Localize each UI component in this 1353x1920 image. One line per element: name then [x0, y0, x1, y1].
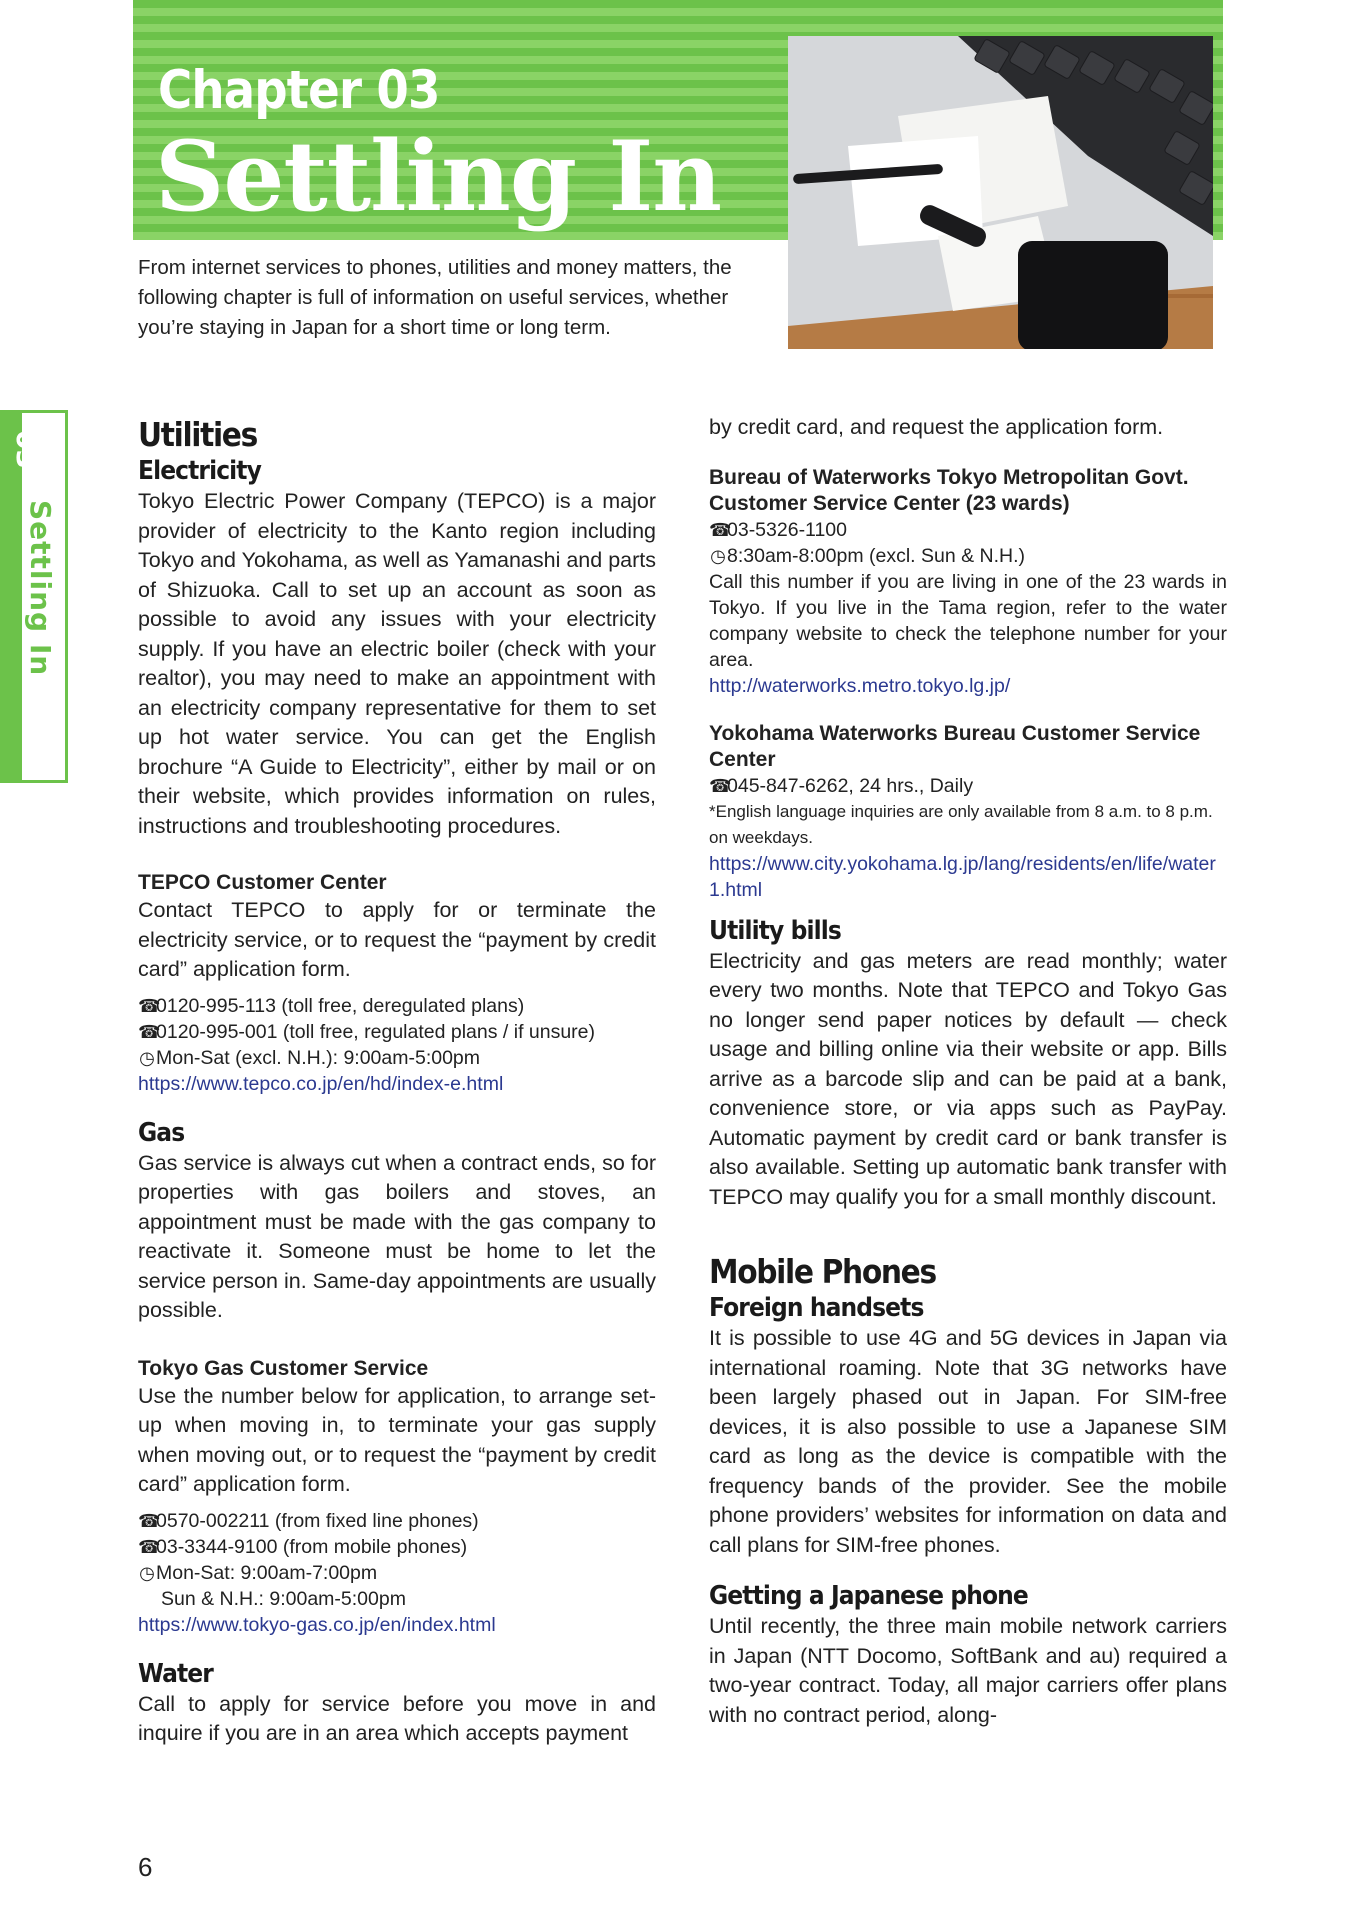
- phone-icon: ☎: [138, 1021, 161, 1042]
- tepco-phone-2: ☎0120-995-001 (toll free, regulated plans / if unsure): [138, 1020, 596, 1043]
- electricity-heading: Electricity: [138, 456, 261, 486]
- gas-body: Gas service is always cut when a contract ends, so for properties with gas boilers and stoves, an appointment must be made with the gas company to reactivate it. Someone must be home to let the service person in. Same-day appointments are usually possible.: [138, 1150, 656, 1322]
- mobile-phones-heading: Mobile Phones: [709, 1252, 936, 1291]
- yokohama-note: *English language inquiries are only available from 8 a.m. to 8 p.m. on weekdays.: [709, 801, 1213, 847]
- gas-heading: Gas: [138, 1117, 185, 1148]
- clock-icon: ◷: [139, 1562, 155, 1583]
- chapter-intro: From internet services to phones, utilities and money matters, the following chapter is full of information on useful services, whether you’re staying in Japan for a short time or long term.: [138, 256, 732, 339]
- clock-icon: ◷: [710, 545, 726, 566]
- water-heading: Water: [138, 1658, 213, 1689]
- phone-icon: ☎: [138, 1510, 161, 1531]
- yokohama-heading: Yokohama Waterworks Bureau Customer Service Center: [709, 721, 1201, 771]
- tepco-link[interactable]: https://www.tepco.co.jp/en/hd/index-e.html: [138, 1072, 504, 1095]
- page-number: 6: [138, 1852, 153, 1882]
- water-body-continued: by credit card, and request the application form.: [709, 415, 1164, 439]
- bureau-body: Call this number if you are living in one of the 23 wards in Tokyo. If you live in the Tama region, refer to the water company website to check the telephone number for your area.: [709, 570, 1227, 671]
- bureau-link[interactable]: http://waterworks.metro.tokyo.lg.jp/: [709, 674, 1011, 697]
- tepco-phone-1: ☎0120-995-113 (toll free, deregulated plans): [138, 994, 525, 1017]
- yokohama-link[interactable]: https://www.city.yokohama.lg.jp/lang/residents/en/life/water1.html: [709, 852, 1216, 901]
- tokyo-gas-hours-1: ◷Mon-Sat: 9:00am-7:00pm: [139, 1561, 378, 1584]
- phone-icon: ☎: [138, 1536, 161, 1557]
- side-tab-label: Settling In: [24, 500, 57, 677]
- chapter-label: Chapter 03: [158, 60, 440, 121]
- laptop-photo: [788, 36, 1213, 349]
- tokyo-gas-link[interactable]: https://www.tokyo-gas.co.jp/en/index.html: [138, 1613, 496, 1636]
- bureau-hours: ◷8:30am-8:00pm (excl. Sun & N.H.): [710, 544, 1026, 567]
- right-column: [709, 413, 1227, 1730]
- electricity-body: Tokyo Electric Power Company (TEPCO) is a major provider of electricity to the Kanto region including Tokyo and Yokohama, as well as Yamanashi and parts of Shizuoka. Call to set up an account as soon as possible to avoid any issues with your electricity supply. If you have an electric boiler (check with your realtor), you may need to make an appointment with an electricity company representative for them to set up hot water service. You can get the English brochure “A Guide to Electricity”, either by mail or on their website, which provides information on rules, instructions and troubleshooting procedures.: [138, 489, 656, 838]
- water-body: Call to apply for service before you move in and inquire if you are in an area which accepts payment: [138, 1691, 656, 1745]
- foreign-handsets-body: It is possible to use 4G and 5G devices in Japan via international roaming. Note that 3G networks have been largely phased out in Japan. For SIM-free devices, it is also possible to use a Japanese SIM card as long as the device is compatible with the frequency bands of the provider. See the mobile phone providers’ websites for information on data and call plans for SIM-free phones.: [709, 1326, 1227, 1557]
- tokyo-gas-body: Use the number below for application, to arrange set-up when moving in, to terminate your gas supply when moving out, or to request the “payment by credit card” application form.: [138, 1383, 656, 1496]
- tokyo-gas-phone-1: ☎0570-002211 (from fixed line phones): [138, 1509, 479, 1532]
- tokyo-gas-hours-2: Sun & N.H.: 9:00am-5:00pm: [161, 1587, 406, 1610]
- tepco-body: Contact TEPCO to apply for or terminate the electricity service, or to request the “payment by credit card” application form.: [138, 898, 656, 981]
- yokohama-phone: ☎045-847-6262, 24 hrs., Daily: [709, 774, 974, 797]
- chapter-title: Settling In: [155, 120, 722, 233]
- phone-icon: ☎: [138, 995, 161, 1016]
- japanese-phone-heading: Getting a Japanese phone: [709, 1581, 1028, 1611]
- japanese-phone-body: Until recently, the three main mobile network carriers in Japan (NTT Docomo, SoftBank and au) required a two-year contract. Today, all major carriers offer plans with no contract period, along-: [709, 1614, 1227, 1727]
- foreign-handsets-heading: Foreign handsets: [709, 1293, 924, 1323]
- clock-icon: ◷: [139, 1047, 155, 1068]
- utility-bills-heading: Utility bills: [709, 915, 841, 946]
- bureau-heading: Bureau of Waterworks Tokyo Metropolitan Govt. Customer Service Center (23 wards): [709, 465, 1189, 515]
- utilities-heading: Utilities: [138, 415, 257, 454]
- utility-bills-body: Electricity and gas meters are read monthly; water every two months. Note that TEPCO and Tokyo Gas no longer send paper notices by default — check usage and billing online via their website or app. Bills arrive as a barcode slip and can be paid at a bank, convenience store, or via apps such as PayPay. Automatic payment by credit card or bank transfer is also available. Setting up automatic bank transfer with TEPCO may qualify you for a small monthly discount.: [709, 948, 1227, 1209]
- tepco-heading: TEPCO Customer Center: [138, 871, 387, 894]
- tepco-hours: ◷Mon-Sat (excl. N.H.): 9:00am-5:00pm: [139, 1046, 481, 1069]
- tokyo-gas-heading: Tokyo Gas Customer Service: [138, 1356, 429, 1380]
- bureau-phone: ☎03-5326-1100: [709, 518, 847, 541]
- phone-icon: ☎: [709, 519, 732, 540]
- phone-icon: ☎: [709, 775, 732, 796]
- side-tab-number: 03: [10, 430, 43, 469]
- tokyo-gas-phone-2: ☎03-3344-9100 (from mobile phones): [138, 1535, 468, 1558]
- left-column: [138, 415, 656, 1749]
